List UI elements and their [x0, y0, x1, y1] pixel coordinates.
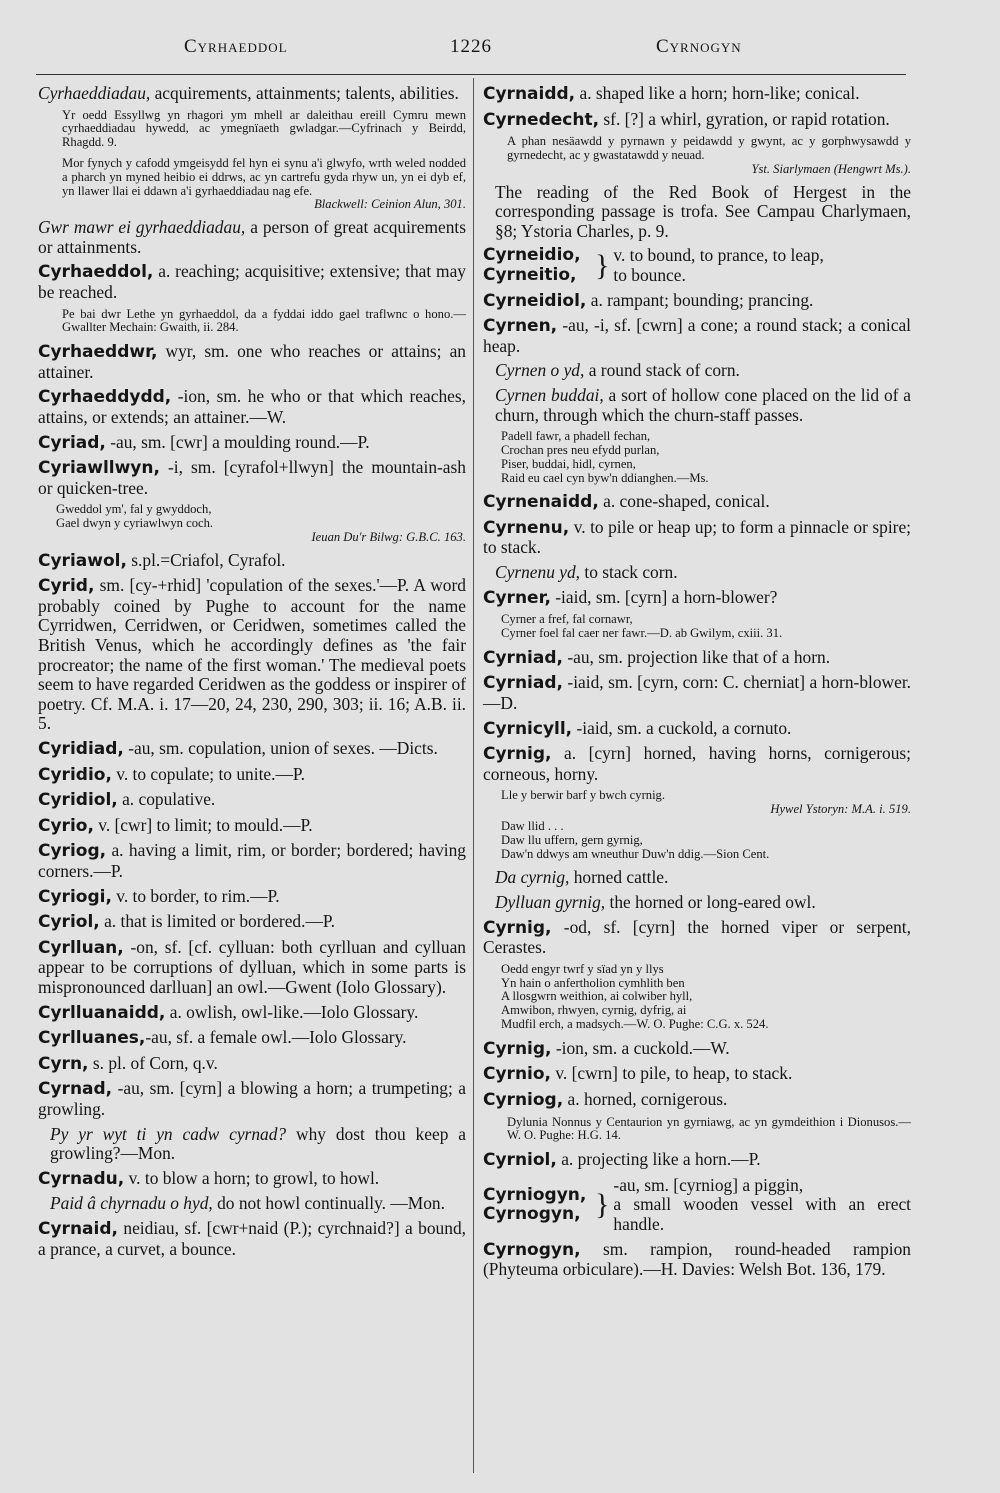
headword: Cyrnogyn, — [483, 1239, 581, 1260]
headword: Cyriawllwyn, — [38, 458, 160, 479]
entry — [38, 342, 466, 382]
definition: a. that is limited or bordered.—P. — [99, 911, 335, 932]
brace-symbol: } — [595, 1188, 610, 1222]
entry — [38, 551, 466, 572]
entry — [483, 518, 911, 558]
entry — [38, 1079, 466, 1119]
headword: Cyrlluan, — [38, 937, 124, 958]
phrase-def: a sort of hollow cone placed on the lid of a churn, through which the churn-staff passes. — [495, 384, 911, 425]
headword: Cyrnaidd, — [483, 84, 576, 104]
definition: a. shaped like a horn; horn-like; conical. — [575, 83, 860, 103]
headword: Cyrnenaidd, — [483, 492, 599, 513]
headword: Cyrniad, — [483, 673, 563, 694]
phrase-def: horned cattle. — [569, 867, 669, 888]
entry — [38, 387, 466, 427]
definition: -iaid, sm. [cyrn] a horn-blower? — [550, 586, 778, 607]
entry — [483, 719, 911, 740]
citation: Lle y berwir barf y bwch cyrnig. — [501, 788, 666, 803]
definition: a. [cyrn] horned, having horns, cornigerous; corneous, horny. — [483, 743, 911, 784]
entry — [38, 938, 466, 998]
left-column — [38, 84, 466, 1264]
definition: v. [cwr] to limit; to mould.—P. — [93, 814, 313, 835]
entry — [38, 1003, 466, 1024]
citation: Mor fynych y cafodd ymgeisydd fel hyn ei synu a'i glwyfo, wrth weled nodded a pharch yn myned heibio ei ddrws, ac yn cartrefu gyda rhyw un, yn ei dyb ef, yn llawer llai ei ddawn a'i gyrhaeddiadau nag efe. — [62, 155, 466, 198]
entry — [38, 1054, 466, 1075]
citation: Cyrner a fref, fal cornawr, Cyrner foel fal caer ner fawr.—D. ab Gwilym, cxiii. 31. — [501, 612, 783, 641]
phrase-def: to stack corn. — [580, 562, 678, 583]
headword: Cyrnig, — [483, 917, 552, 938]
citation: Yr oedd Essyllwg yn rhagori ym mhell ar daleithau ereill Cymru mewn cyrhaeddiadau hywedd, ac ymegnïaeth gwladgar.—Cyfrinach y Beirdd, Rhagdd. 9. — [62, 107, 466, 150]
phrase-def: do not howl continually. —Mon. — [212, 1193, 445, 1214]
entry — [38, 262, 466, 302]
entry — [38, 816, 466, 837]
phrase-term: Paid â chyrnadu o hyd, — [50, 1193, 213, 1214]
headword: Cyrnadu, — [38, 1168, 125, 1189]
phrase-def: a round stack of corn. — [584, 360, 740, 381]
definition: a. copulative. — [117, 789, 216, 810]
entry — [38, 841, 466, 881]
definition: -au, sm. copulation, union of sexes. —Dicts. — [123, 738, 438, 759]
definition: sf. [?] a whirl, gyration, or rapid rotation. — [599, 108, 890, 129]
citation: Gweddol ym', fal y gwyddoch, Gael dwyn y cyriawlwyn coch. — [56, 502, 214, 531]
definition: -i, sm. [cyrafol+llwyn] the mountain-ash or quicken-tree. — [38, 457, 466, 498]
definition: a. rampant; bounding; prancing. — [586, 289, 814, 310]
entry — [483, 588, 911, 609]
definition: -ion, sm. a cuckold.—W. — [551, 1037, 730, 1058]
entry — [483, 110, 911, 131]
entry — [38, 912, 466, 933]
citation: Pe bai dwr Lethe yn gyrhaeddol, da a fyddai iddo gael traflwnc o hono.—Gwallter Mechain: Gwaith, ii. 284. — [62, 306, 466, 335]
entry-pair — [483, 1176, 911, 1235]
definition: v. to blow a horn; to growl, to howl. — [124, 1167, 380, 1188]
definition: -iaid, sm. [cyrn, corn: C. cherniat] a horn-blower.—D. — [483, 672, 911, 714]
entry — [38, 887, 466, 908]
headword: Cyrnen, — [483, 316, 558, 337]
definition: v. to pile or heap up; to form a pinnacle or spire; to stack. — [483, 516, 911, 558]
phrase — [50, 1125, 466, 1164]
entry — [483, 673, 911, 713]
definition: -au, -i, sf. [cwrn] a cone; a round stack; a conical heap. — [483, 315, 911, 356]
definition: neidiau, sf. [cwr+naid (P.); cyrchnaid?] a bound, a prance, a curvet, a bounce. — [38, 1217, 466, 1259]
definition: -au, sm. [cyrn] a blowing a horn; a trumpeting; a growling. — [38, 1078, 466, 1119]
headword: Cyrnedecht, — [483, 109, 600, 130]
definition: a. cone-shaped, conical. — [598, 491, 770, 512]
citation: A phan nesäawdd y pyrnawn y peidawdd y gwynt, ac y gorphwysawdd y gyrnedecht, ac y gwastatawdd y neuad. — [507, 134, 911, 162]
guide-word-right: Cyrnogyn — [656, 36, 742, 57]
entry — [483, 1240, 911, 1280]
definition: -ion, sm. he who or that which reaches, attains, or extends; an attainer.—W. — [38, 386, 466, 427]
definition: to bounce. — [613, 264, 686, 285]
phrase — [495, 868, 911, 888]
entry-pair — [483, 246, 911, 285]
phrase-term: Dylluan gyrnig, — [495, 892, 606, 912]
headword: Cyrhaeddydd, — [38, 387, 172, 408]
definition: -au, sm. projection like that of a horn. — [562, 646, 831, 667]
phrase — [38, 218, 466, 257]
headword: Cyrhaeddiadau, — [38, 83, 151, 103]
entry — [38, 1169, 466, 1190]
definition: -iaid, sm. a cuckold, a cornuto. — [572, 717, 792, 738]
phrase-def: the horned or long-eared owl. — [605, 892, 816, 912]
brace-symbol: } — [595, 248, 610, 282]
headword: Cyriawol, — [38, 550, 127, 571]
headword: Cyrhaeddol, — [38, 262, 154, 283]
entry — [483, 744, 911, 784]
headword: Cyrniog, — [483, 1089, 564, 1110]
phrase — [495, 893, 911, 913]
definition: s.pl.=Criafol, Cyrafol. — [126, 549, 286, 570]
entry — [38, 433, 466, 454]
definition: -au, sm. [cyrniog] a piggin, — [613, 1174, 804, 1195]
page-number: 1226 — [450, 36, 492, 57]
entry — [483, 1039, 911, 1060]
headword: Cyrlluanaidd, — [38, 1002, 166, 1023]
column-divider — [473, 78, 474, 1473]
headword: Cyrneidio, — [483, 245, 581, 266]
editorial-note: The reading of the Red Book of Hergest in the corresponding passage is trofa. See Campau Charlymaen, §8; Ystoria Charles, p. 9. — [495, 181, 911, 241]
header-rule — [36, 74, 906, 75]
entry — [38, 1219, 466, 1259]
definition: wyr, sm. one who reaches or attains; an attainer. — [38, 341, 466, 382]
entry — [483, 1150, 911, 1171]
headword: Cyrneitio, — [483, 264, 577, 285]
phrase-term: Gwr mawr ei gyrhaeddiadau, — [38, 217, 246, 238]
headword: Cyridiol, — [38, 790, 118, 811]
citation-source: Blackwell: Ceinion Alun, 301. — [314, 197, 466, 212]
right-column — [483, 84, 911, 1285]
phrase — [495, 361, 911, 381]
entry — [38, 765, 466, 786]
phrase — [495, 386, 911, 425]
definition: s. pl. of Corn, q.v. — [88, 1052, 218, 1073]
phrase-term: Da cyrnig, — [495, 867, 570, 888]
definition: acquirements, attainments; talents, abilities. — [150, 83, 459, 103]
entry — [483, 648, 911, 669]
entry — [38, 458, 466, 498]
entry — [483, 492, 911, 513]
definition: -au, sm. [cwr] a moulding round.—P. — [105, 431, 370, 452]
headword: Cyrnig, — [483, 1038, 552, 1059]
definition: v. to border, to rim.—P. — [111, 885, 280, 906]
running-head — [38, 28, 962, 68]
definition: a. reaching; acquisitive; extensive; that may be reached. — [38, 261, 466, 302]
entry — [483, 316, 911, 356]
headword: Cyrniogyn, — [483, 1184, 587, 1205]
entry — [483, 1064, 911, 1085]
headword: Cyriol, — [38, 912, 100, 933]
headword: Cyriog, — [38, 841, 107, 862]
headword: Cyriogi, — [38, 886, 112, 907]
headword: Cyrlluanes, — [38, 1028, 146, 1049]
headword: Cyrnogyn, — [483, 1204, 581, 1225]
citation: Daw llid . . . Daw llu uffern, gern gyrnig, Daw'n ddwys am wneuthur Duw'n ddig.—Sion Cent. — [501, 819, 770, 861]
headword: Cyrnio, — [483, 1064, 552, 1085]
entry — [483, 1090, 911, 1111]
headword: Cyrnig, — [483, 744, 552, 765]
definition: sm. [cy-+rhid] 'copulation of the sexes.'—P. A word probably coined by Pughe to account for the name Cyrridwen, Cerridwen, or Ceridwen, sometimes called the British Venus, which he accordingly defines as 'the fair procreator; the name of the first woman.' The medieval poets seem to have regarded Ceridwen as the goddess or inspirer of poetry. Cf. M.A. i. 17—20, 24, 230, 290, 303; ii. 16; A.B. ii. 5. — [38, 575, 466, 734]
definition: a. horned, cornigerous. — [563, 1088, 728, 1109]
entry — [38, 790, 466, 811]
citation: Padell fawr, a phadell fechan, Crochan pres neu efydd purlan, Piser, buddai, hidl, cyrnen, Raid eu cael cyn byw'n ddianghen.—Ms. — [501, 429, 709, 485]
entry — [483, 84, 911, 105]
citation-source: Ieuan Du'r Bilwg: G.B.C. 163. — [311, 529, 466, 544]
guide-word-left: Cyrhaeddol — [184, 36, 288, 57]
headword: Cyrio, — [38, 815, 94, 836]
phrase-def: a person of great acquirements or attainments. — [38, 217, 466, 257]
headword: Cyrneidiol, — [483, 290, 587, 311]
definition: v. [cwrn] to pile, to heap, to stack. — [551, 1063, 793, 1084]
definition: v. to copulate; to unite.—P. — [111, 763, 305, 784]
citation-source: Yst. Siarlymaen (Hengwrt Ms.). — [751, 161, 911, 176]
definition: -od, sf. [cyrn] the horned viper or serpent, Cerastes. — [483, 916, 911, 958]
definition: -au, sf. a female owl.—Iolo Glossary. — [145, 1027, 407, 1048]
entry — [38, 1028, 466, 1049]
definition: sm. rampion, round-headed rampion (Phyteuma orbiculare).—H. Davies: Welsh Bot. 136, 179. — [483, 1238, 911, 1280]
entry — [483, 291, 911, 312]
phrase-term: Cyrnen o yd, — [495, 360, 585, 381]
headword: Cyrid, — [38, 576, 95, 597]
headword: Cyrnenu, — [483, 517, 570, 538]
headword: Cyridiad, — [38, 739, 124, 760]
entry — [38, 84, 466, 104]
definition: a. projecting like a horn.—P. — [556, 1149, 761, 1170]
definition: a. owlish, owl-like.—Iolo Glossary. — [165, 1001, 419, 1022]
citation-source: Hywel Ystoryn: M.A. i. 519. — [770, 802, 911, 817]
headword: Cyrnicyll, — [483, 718, 573, 739]
headword: Cyrniol, — [483, 1150, 557, 1171]
phrase-term: Cyrnenu yd, — [495, 562, 581, 583]
headword: Cyrnaid, — [38, 1218, 118, 1239]
entry — [38, 739, 466, 760]
entry — [38, 576, 466, 734]
definition: v. to bound, to prance, to leap, — [613, 245, 824, 266]
phrase — [495, 563, 911, 583]
definition-group — [613, 246, 911, 285]
headword: Cyrniad, — [483, 647, 563, 668]
headword: Cyridio, — [38, 764, 112, 785]
headword: Cyrn, — [38, 1053, 89, 1074]
headword: Cyriad, — [38, 432, 106, 453]
headword-group — [483, 1186, 595, 1225]
citation: Dylunia Nonnus y Centaurion yn gyrniawg, ac yn gymdeithion i Dionusos.—W. O. Pughe: H.G. 14. — [507, 1114, 911, 1143]
citation: Oedd engyr twrf y sïad yn y llys Yn hain o anfertholion cymhlith ben A llosgwrn weithion, ai colwiber hyll, Amwibon, rhwyen, cyrnig, dyfrig, ai Mudfil erch, a madsych.—W. O. Pughe: C.G. x. 524. — [501, 961, 769, 1031]
phrase-term: Py yr wyt ti yn cadw cyrnad? — [50, 1123, 287, 1144]
headword: Cyrner, — [483, 587, 551, 608]
headword-group — [483, 246, 595, 285]
phrase — [50, 1194, 466, 1214]
definition: a. having a limit, rim, or border; bordered; having corners.—P. — [38, 840, 466, 881]
headword: Cyrnad, — [38, 1079, 113, 1100]
entry — [483, 918, 911, 958]
definition-group — [613, 1176, 911, 1235]
definition: a small wooden vessel with an erect handle. — [613, 1194, 911, 1234]
headword: Cyrhaeddwr, — [38, 342, 158, 363]
definition: -on, sf. [cf. cylluan: both cyrlluan and cylluan appear to be corruptions of dylluan, which in some parts is mispronounced darlluan] an owl.—Gwent (Iolo Glossary). — [38, 936, 466, 997]
phrase-term: Cyrnen buddai, — [495, 384, 604, 405]
phrase-def: why dost thou keep a growling?—Mon. — [50, 1123, 466, 1164]
